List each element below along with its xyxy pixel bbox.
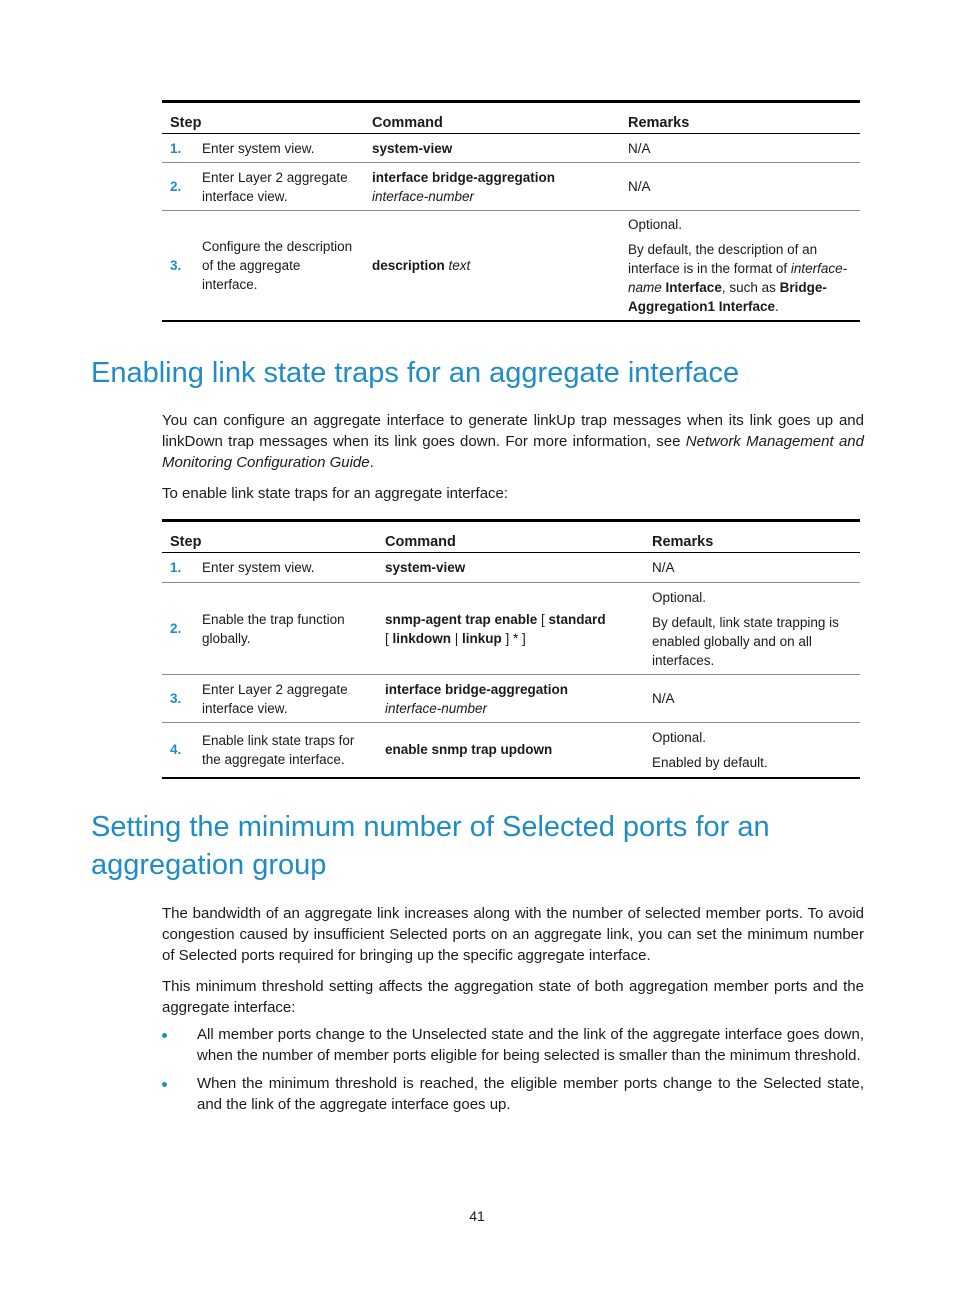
command-syntax: [: [385, 630, 393, 646]
step-number: 2.: [162, 583, 194, 675]
list-item: [162, 1073, 864, 1115]
table-header-row: [162, 521, 860, 553]
section-paragraph: [162, 410, 864, 473]
command-argument: text: [448, 258, 471, 273]
header-remarks: Remarks: [644, 521, 860, 553]
list-item: [162, 1024, 864, 1066]
table-row: [162, 163, 860, 211]
command-keyword: description: [372, 258, 445, 273]
step-command: [364, 211, 620, 322]
remarks-default: By default, link state trapping is enabled globally and on all interfaces.: [652, 614, 839, 668]
command-keyword: linkup: [462, 630, 502, 646]
step-remarks: N/A: [644, 553, 860, 583]
table-row: [162, 211, 860, 322]
command-argument: interface-number: [385, 700, 488, 716]
step-command: system-view: [364, 134, 620, 163]
list-item-text: All member ports change to the Unselected state and the link of the aggregate interface goes down, when the number of member ports eligible for being selected is smaller than the minimum threshold.: [197, 1026, 864, 1064]
step-description: Enter Layer 2 aggregate interface view.: [194, 163, 364, 211]
table-row: [162, 583, 860, 675]
step-description: Enable link state traps for the aggregate interface.: [194, 723, 377, 778]
bullet-list: [162, 1024, 864, 1122]
command-syntax: |: [451, 630, 463, 646]
step-number: 1.: [162, 134, 194, 163]
command-argument: interface-number: [372, 188, 475, 204]
header-command: Command: [364, 102, 620, 134]
command-syntax: [: [537, 611, 549, 627]
step-command: enable snmp trap updown: [377, 723, 644, 778]
section-paragraph: The bandwidth of an aggregate link increases along with the number of selected member ports. To avoid congestion caused by insufficient Selected ports on an aggregate link, you can set the minimum number of Selected ports required for bringing up the specific aggregate interface.: [162, 905, 864, 964]
command-keyword: snmp-agent trap enable: [385, 611, 538, 627]
table-row: [162, 553, 860, 583]
step-number: 3.: [162, 675, 194, 723]
step-number: 3.: [162, 211, 194, 322]
step-remarks: [620, 211, 860, 322]
section-paragraph: This minimum threshold setting affects the aggregation state of both aggregation member ports and the aggregate interface:: [162, 978, 864, 1016]
step-description: Enable the trap function globally.: [194, 583, 377, 675]
remarks-optional: Optional.: [652, 729, 707, 745]
page-number: 41: [469, 1208, 485, 1224]
command-keyword: interface bridge-aggregation: [385, 681, 569, 697]
step-description: Configure the description of the aggregate interface.: [194, 211, 364, 322]
remarks-bold: Bridge-Aggregation1 Interface: [628, 280, 827, 314]
remarks-text: , such as: [721, 280, 780, 295]
step-remarks: N/A: [644, 675, 860, 723]
remarks-optional: Optional.: [652, 589, 707, 605]
step-command: [364, 163, 620, 211]
header-step: Step: [162, 102, 364, 134]
section-heading: Setting the minimum number of Selected ports for an aggregation group: [91, 811, 770, 881]
table-row: [162, 675, 860, 723]
paragraph-text: You can configure an aggregate interface to generate linkUp trap messages when its link goes up and linkDown trap messages when its link goes down. For more information, see: [162, 412, 864, 450]
step-remarks: N/A: [620, 134, 860, 163]
command-table-2: [162, 519, 860, 779]
command-keyword: interface bridge-aggregation: [372, 169, 556, 185]
table-row: [162, 723, 860, 778]
remarks-default: Enabled by default.: [652, 754, 768, 770]
bullet-dot-icon: [162, 1082, 167, 1087]
command-table-1: [162, 100, 860, 322]
step-remarks: N/A: [620, 163, 860, 211]
bullet-dot-icon: [162, 1033, 167, 1038]
step-command: [377, 675, 644, 723]
list-item-text: When the minimum threshold is reached, the eligible member ports change to the Selected state, and the link of the aggregate interface goes up.: [197, 1075, 864, 1113]
section-heading: Enabling link state traps for an aggregate interface: [91, 357, 740, 389]
command-keyword: linkdown: [392, 630, 452, 646]
remarks-text: By default, the description of an interface is in the format of: [628, 242, 818, 276]
table-row: [162, 134, 860, 163]
step-remarks: [644, 583, 860, 675]
remarks-default: [628, 240, 852, 316]
table-header-row: [162, 102, 860, 134]
step-number: 2.: [162, 163, 194, 211]
guide-reference: Network Management and Monitoring Configuration Guide: [162, 433, 864, 471]
step-description: Enter system view.: [194, 553, 377, 583]
command-syntax: ] * ]: [501, 630, 526, 646]
step-command: system-view: [377, 553, 644, 583]
remarks-bold: Interface: [665, 280, 722, 295]
header-step: Step: [162, 521, 377, 553]
paragraph-text: .: [369, 454, 374, 471]
section-paragraph: To enable link state traps for an aggregate interface:: [162, 485, 509, 502]
step-remarks: [644, 723, 860, 778]
step-number: 4.: [162, 723, 194, 778]
command-keyword: standard: [548, 611, 606, 627]
header-remarks: Remarks: [620, 102, 860, 134]
remarks-italic: interface-name: [628, 261, 848, 295]
step-command: [377, 583, 644, 675]
step-number: 1.: [162, 553, 194, 583]
step-description: Enter Layer 2 aggregate interface view.: [194, 675, 377, 723]
step-description: Enter system view.: [194, 134, 364, 163]
remarks-optional: Optional.: [628, 217, 683, 232]
remarks-text: .: [775, 299, 779, 314]
header-command: Command: [377, 521, 644, 553]
